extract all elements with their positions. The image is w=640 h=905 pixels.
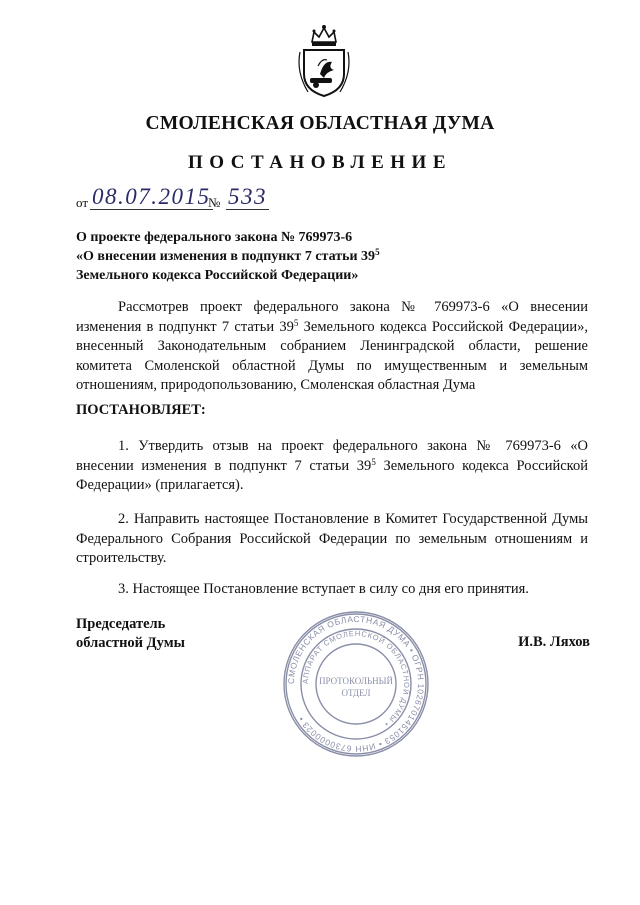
handwritten-date: 08.07.2015 [92, 184, 211, 209]
document-subject [76, 228, 526, 285]
organization-title: СМОЛЕНСКАЯ ОБЛАСТНАЯ ДУМА [145, 113, 495, 134]
preamble-paragraph: Рассмотрев проект федерального закона № 769973-6 «О внесении изменения в подпункт 7 статьи $39^5$ Земельного кодекса Российской Федерации», внесенный Законодательным собранием Ленинградской области, решение комитета Смоленской областной Думы по имущественным и земельным отношениям, природопользованию, Смоленская областная Дума [76, 299, 588, 393]
resolves-heading: ПОСТАНОВЛЯЕТ: [76, 402, 206, 418]
from-label: от [76, 195, 89, 210]
handwritten-number: 533 [228, 184, 267, 209]
resolution-item-2: 2. Направить настоящее Постановление в Комитет Государственной Думы Федерального Собрания Российской Федерации по земельным отношениям и строительству. [76, 511, 588, 566]
resolution-item-1: 1. Утвердить отзыв на проект федерального закона № 769973-6 «О внесении изменения в подпункт 7 статьи $39^5$ Земельного кодекса Российской Федерации» (прилагается). [76, 438, 588, 493]
svg-text:СМОЛЕНСКАЯ ОБЛАСТНАЯ ДУМА • ОГ: СМОЛЕНСКАЯ ОБЛАСТНАЯ ДУМА • ОГРН 1026701451053 • ИНН 6730000023 • [285, 613, 427, 755]
svg-text:ОТДЕЛ: ОТДЕЛ [341, 688, 371, 698]
svg-text:ПРОТОКОЛЬНЫЙ: ПРОТОКОЛЬНЫЙ [319, 676, 393, 686]
signatory-position: Председатель областной Думы [76, 616, 185, 651]
number-label: № [208, 195, 221, 210]
svg-text:АППАРАТ СМОЛЕНСКОЙ ОБЛАСТНОЙ Д: АППАРАТ СМОЛЕНСКОЙ ОБЛАСТНОЙ ДУМЫ • [300, 628, 412, 730]
document-type-heading: ПОСТАНОВЛЕНИЕ [187, 152, 453, 173]
coat-of-arms-icon [294, 22, 354, 102]
subject-line-2: «О внесении изменения в подпункт 7 статьи $39^5$ [76, 247, 380, 264]
date-number-line [76, 185, 376, 215]
subject-line-3: Земельного кодекса Российской Федерации» [76, 268, 359, 283]
subject-line-1: О проекте федерального закона № 769973-6 [76, 230, 353, 245]
official-seal-stamp [280, 608, 432, 760]
resolution-item-3: 3. Настоящее Постановление вступает в силу со дня его принятия. [118, 581, 529, 597]
signatory-name: И.В. Ляхов [518, 634, 590, 650]
